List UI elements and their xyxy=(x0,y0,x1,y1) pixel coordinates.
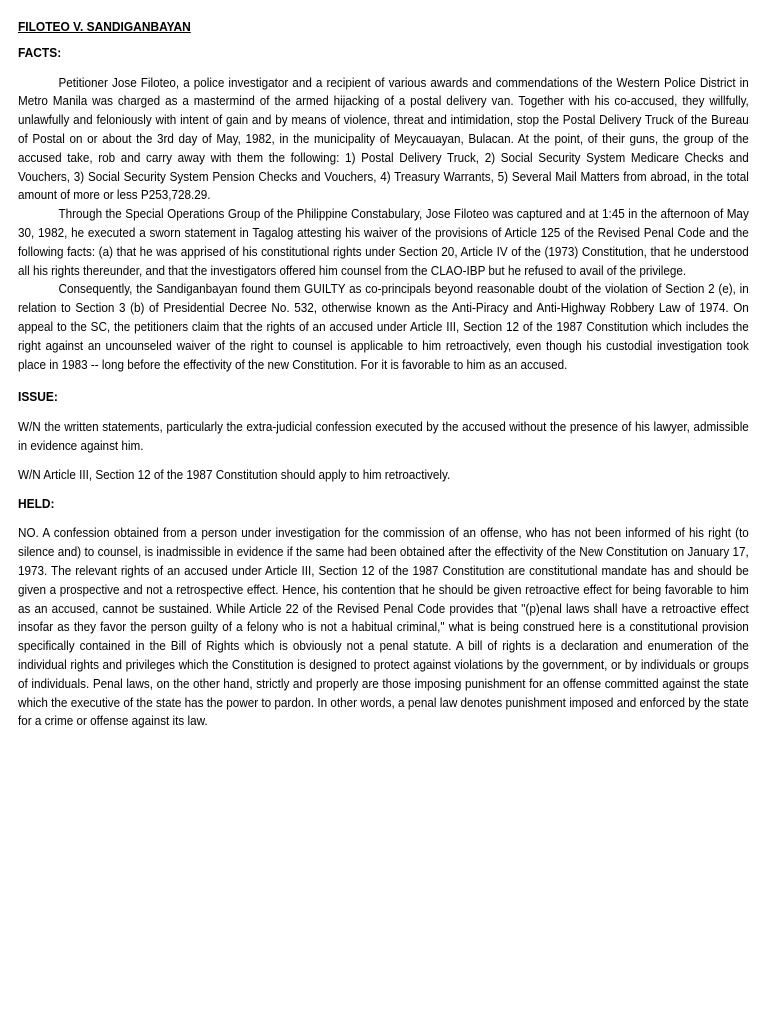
facts-paragraph-1: Petitioner Jose Filoteo, a police investigator and a recipient of various awards and commendations of the Western Police District in Metro Manila was charged as a mastermind of the armed hijacking of a postal delivery van. Together with his co-accused, they willfully, unlawfully and feloniously with intent of gain and by means of violence, threat and intimidation, stop the Postal Delivery Truck of the Bureau of Postal on or about the 3rd day of May, 1982, in the municipality of Meycauayan, Bulacan. At the point, of their guns, the group of the accused take, rob and carry away with them the following: 1) Postal Delivery Truck, 2) Social Security System Medicare Checks and Vouchers, 3) Social Security System Pension Checks and Vouchers, 4) Treasury Warrants, 5) Several Mail Matters from abroad, in the total amount of more or less P253,728.29. xyxy=(18,74,749,203)
document-page xyxy=(18,18,749,731)
case-title: FILOTEO V. SANDIGANBAYAN xyxy=(18,19,191,34)
facts-paragraph-3: Consequently, the Sandiganbayan found them GUILTY as co-principals beyond reasonable doubt of the violation of Section 2 (e), in relation to Section 3 (b) of Presidential Decree No. 532, otherwise known as the Anti-Piracy and Anti-Highway Robbery Law of 1974. On appeal to the SC, the petitioners claim that the rights of an accused under Article III, Section 12 of the 1987 Constitution which includes the right against an uncounseled waiver of the right to counsel is applicable to him retroactively, even though his custodial investigation took place in 1983 -- long before the effectivity of the new Constitution. For it is favorable to him as an accused. xyxy=(18,281,749,372)
issue-paragraph-2: W/N Article III, Section 12 of the 1987 Constitution should apply to him retroactively. xyxy=(18,466,451,482)
facts-paragraph-2: Through the Special Operations Group of the Philippine Constabulary, Jose Filoteo was captured and at 1:45 in the afternoon of May 30, 1982, he executed a sworn statement in Tagalog attesting his waiver of the provisions of Article 125 of the Revised Penal Code and the following facts: (a) that he was apprised of his constitutional rights under Section 20, Article IV of the (1973) Constitution, that he understood all his rights thereunder, and that the investigators offered him counsel from the CLAO-IBP but he refused to avail of the privilege. xyxy=(18,206,749,278)
facts-heading: FACTS: xyxy=(18,44,62,60)
issue-paragraph-1: W/N the written statements, particularly the extra-judicial confession executed by the accused without the presence of his lawyer, admissible in evidence against him. xyxy=(18,419,749,453)
held-heading: HELD: xyxy=(18,495,55,511)
issue-heading: ISSUE: xyxy=(18,389,58,405)
held-paragraph: NO. A confession obtained from a person under investigation for the commission of an offense, who has not been informed of his right (to silence and) to counsel, is inadmissible in evidence if the same had been obtained after the effectivity of the New Constitution on January 17, 1973. The relevant rights of an accused under Article III, Section 12 of the 1987 Constitution are constitutional mandate has and should be given a prospective and not a retrospective effect. Hence, his contention that he should be given retroactive effect for being favorable to him as an accused, cannot be sustained. While Article 22 of the Revised Penal Code provides that "(p)enal laws shall have a retroactive effect insofar as they favor the person guilty of a felony who is not a habitual criminal," what is being construed here is a constitutional provision specifically contained in the Bill of Rights which is obviously not a penal statute. A bill of rights is a declaration and enumeration of the individual rights and privileges which the Constitution is designed to protect against violations by the government, or by individuals or groups of individuals. Penal laws, on the other hand, strictly and properly are those imposing punishment for an offense committed against the state which the executive of the state has the power to pardon. In other words, a penal law denotes punishment imposed and enforced by the state for a crime or offense against its law. xyxy=(18,525,749,729)
